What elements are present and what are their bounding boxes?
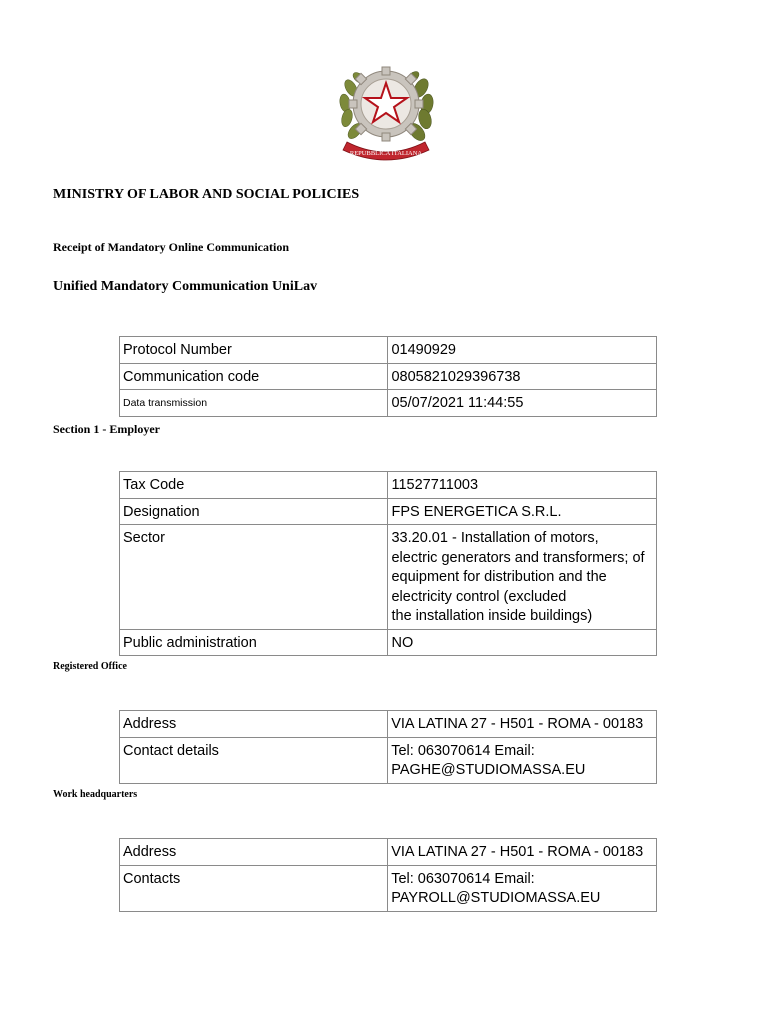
work-headquarters-table	[119, 838, 657, 912]
address-value: VIA LATINA 27 - H501 - ROMA - 00183	[388, 711, 657, 738]
employer-table	[119, 471, 657, 656]
address-value: VIA LATINA 27 - H501 - ROMA - 00183	[388, 839, 657, 866]
designation-label: Designation	[120, 498, 388, 525]
registered-office-title: Registered Office	[53, 661, 127, 672]
table-row	[120, 337, 657, 364]
contact-details-value: Tel: 063070614 Email: PAGHE@STUDIOMASSA.EU	[388, 737, 657, 783]
communication-code-value: 0805821029396738	[388, 363, 657, 390]
address-label: Address	[120, 839, 388, 866]
table-row	[120, 737, 657, 783]
tax-code-value: 11527711003	[388, 472, 657, 499]
public-administration-label: Public administration	[120, 629, 388, 656]
registered-office-table	[119, 710, 657, 784]
protocol-table	[119, 336, 657, 417]
table-row	[120, 363, 657, 390]
protocol-number-value: 01490929	[388, 337, 657, 364]
address-label: Address	[120, 711, 388, 738]
table-row	[120, 472, 657, 499]
contacts-label: Contacts	[120, 865, 388, 911]
italian-republic-emblem	[337, 58, 435, 164]
table-row	[120, 839, 657, 866]
sector-value: 33.20.01 - Installation of motors, electric generators and transformers; of equipment for distribution and the electricity control (excluded the installation inside buildings)	[388, 525, 657, 630]
section-1-title: Section 1 - Employer	[53, 422, 160, 436]
table-row	[120, 525, 657, 630]
contacts-value: Tel: 063070614 Email: PAYROLL@STUDIOMASSA.EU	[388, 865, 657, 911]
table-row	[120, 390, 657, 417]
table-row	[120, 711, 657, 738]
sector-label: Sector	[120, 525, 388, 630]
communication-code-label: Communication code	[120, 363, 388, 390]
public-administration-value: NO	[388, 629, 657, 656]
unilav-title: Unified Mandatory Communication UniLav	[53, 279, 318, 294]
receipt-title: Receipt of Mandatory Online Communication	[53, 240, 289, 254]
data-transmission-label: Data transmission	[120, 390, 388, 417]
work-headquarters-title: Work headquarters	[53, 789, 138, 800]
table-row	[120, 498, 657, 525]
emblem-ribbon-text: REPUBBLICA ITALIANA	[349, 150, 423, 157]
table-row	[120, 629, 657, 656]
tax-code-label: Tax Code	[120, 472, 388, 499]
protocol-number-label: Protocol Number	[120, 337, 388, 364]
contact-details-label: Contact details	[120, 737, 388, 783]
ministry-title: MINISTRY OF LABOR AND SOCIAL POLICIES	[53, 187, 360, 202]
data-transmission-value: 05/07/2021 11:44:55	[388, 390, 657, 417]
table-row	[120, 865, 657, 911]
designation-value: FPS ENERGETICA S.R.L.	[388, 498, 657, 525]
